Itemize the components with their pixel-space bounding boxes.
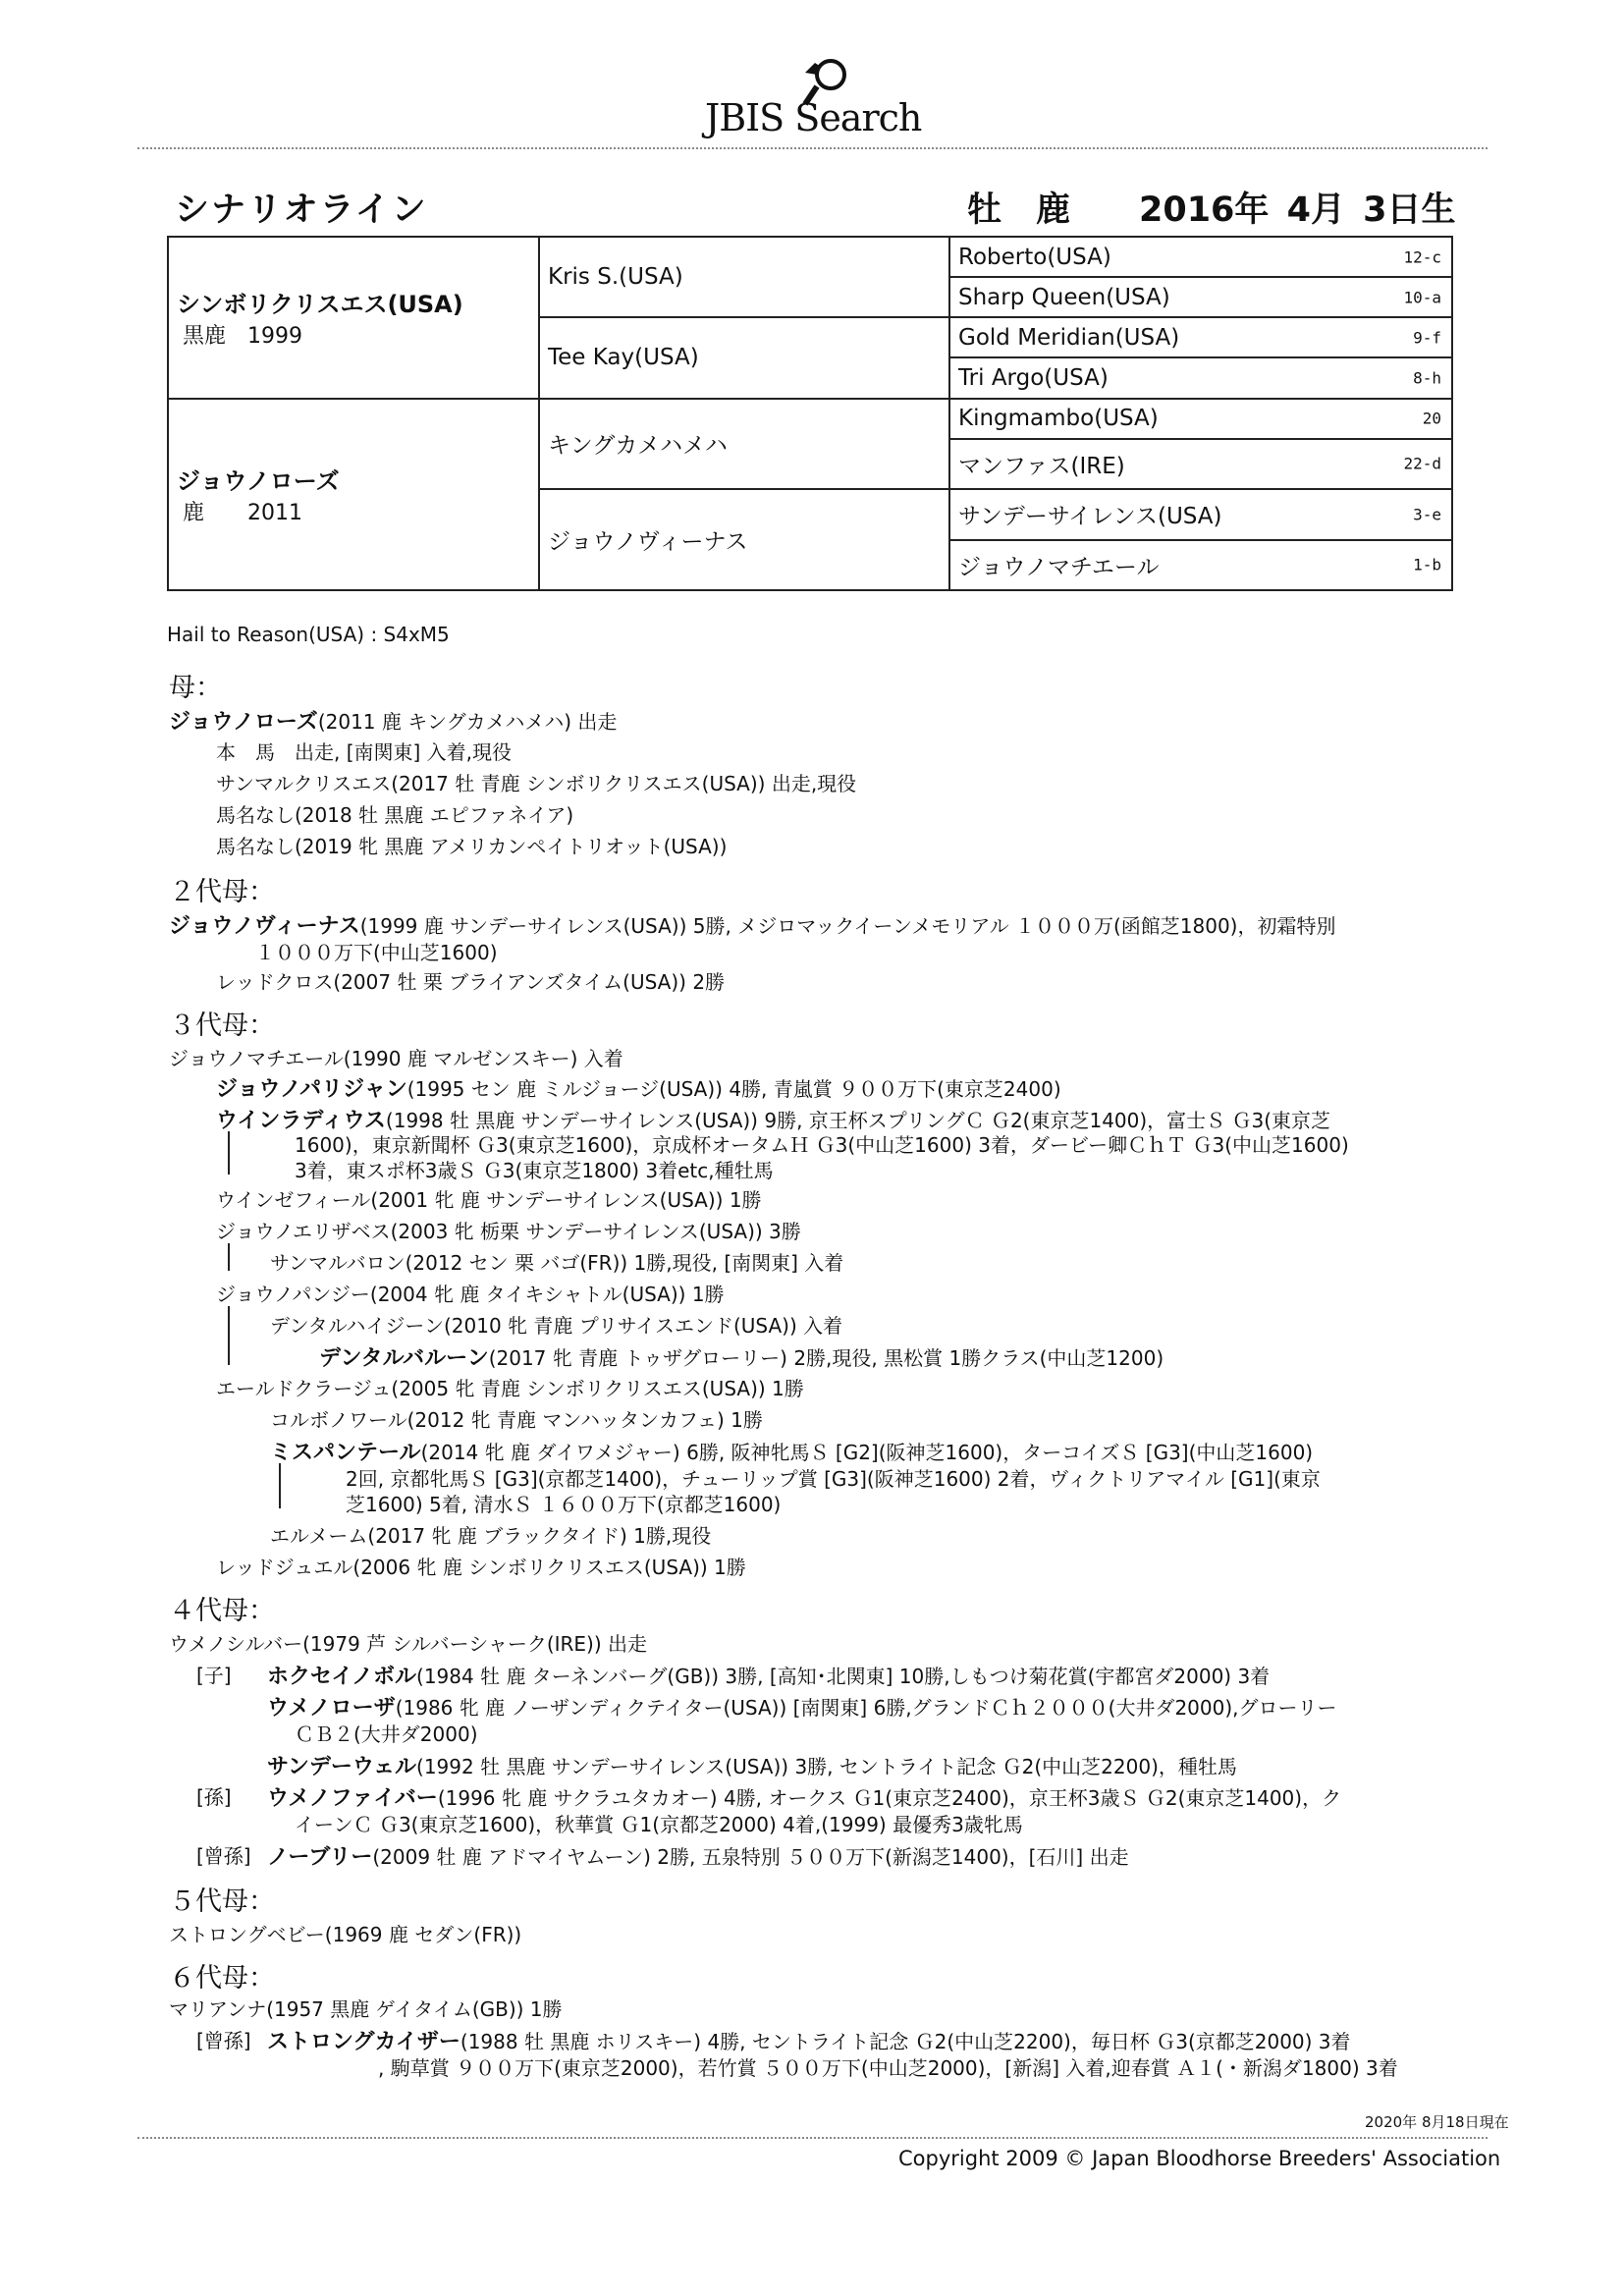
horse-bold-name: ウインラディウス — [216, 1109, 386, 1133]
g3-name: マンファス(IRE) — [958, 453, 1125, 479]
section-heading: ４代母： — [169, 1596, 275, 1626]
inbreeding-note: Hail to Reason(USA) : S4xM5 — [167, 623, 450, 646]
tree-connector — [228, 1131, 230, 1175]
horse-bold-name: ジョウノローズ — [169, 710, 318, 735]
horse-bold-name: ノーブリー — [267, 1845, 373, 1870]
family-number: 1-b — [1413, 555, 1441, 574]
family-line — [267, 1840, 1129, 1871]
family-line: イーンＣ Ｇ3(東京芝1600)，秋華賞 Ｇ1(京都芝2000) 4着,(1999) 最優秀3歳牝馬 — [295, 1813, 1023, 1836]
family-line — [270, 1436, 1313, 1466]
relation-tag: [曾孫] — [196, 2029, 251, 2052]
relation-tag: [子] — [196, 1664, 232, 1687]
g3-cell — [949, 540, 1452, 590]
family-line: エルメーム(2017 牝 鹿 ブラックタイド) 1勝,現役 — [270, 1524, 712, 1548]
family-line: 芝1600) 5着, 清水Ｓ １６００万下(京都芝1600) — [346, 1493, 782, 1516]
family-line: ウインゼフィール(2001 牝 鹿 サンデーサイレンス(USA)) 1勝 — [216, 1188, 762, 1212]
g3-cell — [949, 439, 1452, 489]
horse-bold-name: ホクセイノボル — [267, 1665, 417, 1689]
family-line: １０００万下(中山芝1600) — [255, 941, 498, 964]
family-line — [216, 1072, 1061, 1103]
relation-tag: [曾孫] — [196, 1844, 251, 1868]
family-line — [319, 1341, 1164, 1372]
family-line: サンマルバロン(2012 セン 栗 バゴ(FR)) 1勝,現役, [南関東] 入着 — [270, 1251, 844, 1275]
g3-cell — [949, 399, 1452, 439]
family-line: ストロングベビー(1969 鹿 セダン(FR)) — [169, 1923, 522, 1946]
section-heading: 母： — [169, 673, 222, 703]
horse-bold-name: ストロングカイザー — [267, 2030, 460, 2054]
g3-cell — [949, 277, 1452, 317]
horse-bold-name: ジョウノパリジャン — [216, 1077, 407, 1102]
section-heading: ３代母： — [169, 1011, 275, 1041]
tree-connector — [279, 1463, 281, 1508]
line-text: (2014 牝 鹿 ダイワメジャー) 6勝, 阪神牝馬Ｓ [G2](阪神芝1600)，ターコイズＳ [G3](中山芝1600) — [420, 1441, 1314, 1464]
as-of-date: 2020年 8月18日現在 — [1365, 2113, 1509, 2131]
family-number: 9-f — [1413, 328, 1441, 348]
footer-divider — [137, 2137, 1488, 2139]
horse-info: 牡 鹿 2016年 4月 3日生 — [967, 191, 1456, 230]
family-line: エールドクラージュ(2005 牝 青鹿 シンボリクリスエス(USA)) 1勝 — [216, 1377, 804, 1400]
pedigree-table — [167, 236, 1453, 591]
line-text: (1996 牝 鹿 サクラユタカオー) 4勝, オークス Ｇ1(東京芝2400)，京王杯3歳Ｓ Ｇ2(東京芝1400)，ク — [437, 1786, 1342, 1810]
family-line: デンタルハイジーン(2010 牝 青鹿 プリサイスエンド(USA)) 入着 — [270, 1314, 843, 1338]
family-line: 本 馬 出走, [南関東] 入着,現役 — [216, 740, 513, 764]
dam-name: ジョウノローズ — [177, 467, 340, 496]
granddam-cell: Tee Kay(USA) — [539, 317, 949, 398]
family-line: , 駒草賞 ９００万下(東京芝2000)，若竹賞 ５００万下(中山芝2000)，[新潟] 入着,迎春賞 Ａ１(・新潟ダ1800) 3着 — [378, 2056, 1398, 2080]
g3-name: Sharp Queen(USA) — [958, 284, 1170, 310]
g3-name: Kingmambo(USA) — [958, 406, 1159, 432]
line-text: (2009 牡 鹿 アドマイヤムーン) 2勝, 五泉特別 ５００万下(新潟芝1400)，[石川] 出走 — [372, 1845, 1129, 1869]
tree-connector — [228, 1306, 230, 1365]
family-line — [267, 2025, 1351, 2055]
family-line: 馬名なし(2019 牝 黒鹿 アメリカンペイトリオット(USA)) — [216, 835, 728, 858]
damsire-cell: キングカメハメハ — [539, 399, 949, 490]
family-number: 22-d — [1403, 454, 1441, 473]
tree-connector — [228, 1243, 230, 1271]
line-text: (1999 鹿 サンデーサイレンス(USA)) 5勝, メジロマックイーンメモリアル １０００万(函館芝1800)，初霜特別 — [359, 914, 1336, 938]
grandsire-cell: Kris S.(USA) — [539, 237, 949, 317]
line-text: (2017 牝 青鹿 トゥザグローリー) 2勝,現役, 黒松賞 1勝クラス(中山芝1200) — [488, 1346, 1164, 1370]
sire-name: シンボリクリスエス(USA) — [177, 291, 463, 319]
family-line: サンマルクリスエス(2017 牡 青鹿 シンボリクリスエス(USA)) 出走,現役 — [216, 772, 857, 795]
family-line: コルボノワール(2012 牝 青鹿 マンハッタンカフェ) 1勝 — [270, 1408, 763, 1432]
line-text: (1992 牡 黒鹿 サンデーサイレンス(USA)) 3勝, セントライト記念 Ｇ2(中山芝2200)，種牡馬 — [416, 1755, 1237, 1778]
line-text: (1995 セン 鹿 ミルジョージ(USA)) 4勝, 青嵐賞 ９００万下(東京芝2400) — [406, 1077, 1061, 1101]
family-line: マリアンナ(1957 黒鹿 ゲイタイム(GB)) 1勝 — [169, 1997, 563, 2021]
family-line: ジョウノパンジー(2004 牝 鹿 タイキシャトル(USA)) 1勝 — [216, 1283, 725, 1306]
relation-tag: [孫] — [196, 1785, 232, 1809]
jbis-logo — [677, 49, 952, 147]
family-line: レッドジュエル(2006 牝 鹿 シンボリクリスエス(USA)) 1勝 — [216, 1556, 746, 1579]
family-line — [267, 1660, 1270, 1690]
sire-sub: 黒鹿 1999 — [183, 324, 302, 350]
horse-bold-name: サンデーウェル — [267, 1755, 417, 1779]
family-line — [169, 909, 1335, 940]
family-line: ウメノシルバー(1979 芦 シルバーシャーク(IRE)) 出走 — [169, 1632, 648, 1656]
horse-bold-name: ウメノファイバー — [267, 1786, 438, 1811]
family-line — [267, 1781, 1341, 1812]
g3-cell — [949, 357, 1452, 398]
line-text: (1986 牝 鹿 ノーザンディクテイター(USA)) [南関東] 6勝,グランドＣｈ２０００(大井ダ2000),グローリー — [395, 1696, 1337, 1720]
g3-name: Gold Meridian(USA) — [958, 324, 1180, 351]
family-number: 3-e — [1413, 505, 1441, 524]
g3-name: Tri Argo(USA) — [958, 364, 1109, 391]
horse-bold-name: ミスパンテール — [270, 1441, 421, 1465]
g3-name: Roberto(USA) — [958, 244, 1111, 270]
family-line: ジョウノエリザベス(2003 牝 栃栗 サンデーサイレンス(USA)) 3勝 — [216, 1220, 801, 1243]
family-number: 12-c — [1403, 247, 1441, 267]
g3-cell — [949, 317, 1452, 357]
line-text: (1988 牡 黒鹿 ホリスキー) 4勝, セントライト記念 Ｇ2(中山芝2200)，毎日杯 Ｇ3(京都芝2000) 3着 — [460, 2030, 1351, 2053]
header-divider — [137, 147, 1488, 149]
family-number: 8-h — [1413, 368, 1441, 388]
horse-bold-name: デンタルバルーン — [319, 1346, 489, 1371]
g3-name: ジョウノマチエール — [958, 554, 1160, 580]
family-line: レッドクロス(2007 牡 栗 ブライアンズタイム(USA)) 2勝 — [216, 970, 726, 994]
damdam-cell: ジョウノヴィーナス — [539, 489, 949, 590]
family-line — [267, 1691, 1337, 1722]
family-number: 10-a — [1403, 288, 1441, 307]
line-text: (1998 牡 黒鹿 サンデーサイレンス(USA)) 9勝, 京王杯スプリングＣ Ｇ2(東京芝1400)，富士Ｓ Ｇ3(東京芝 — [385, 1109, 1331, 1132]
horse-bold-name: ウメノローザ — [267, 1696, 396, 1721]
dam-sub: 鹿 2011 — [183, 501, 302, 526]
family-line: 1600)，東京新聞杯 Ｇ3(東京芝1600)，京成杯オータムＨ Ｇ3(中山芝1600) 3着，ダービー卿ＣｈＴ Ｇ3(中山芝1600) — [295, 1133, 1349, 1157]
section-heading: ５代母： — [169, 1886, 275, 1917]
g3-cell — [949, 489, 1452, 539]
dam-cell — [168, 399, 539, 590]
line-text: (1984 牡 鹿 ターネンバーグ(GB)) 3勝, [高知･北関東] 10勝,しもつけ菊花賞(宇都宮ダ2000) 3着 — [416, 1665, 1271, 1688]
family-line: ＣＢ２(大井ダ2000) — [295, 1722, 478, 1746]
family-line: ジョウノマチエール(1990 鹿 マルゼンスキー) 入着 — [169, 1047, 623, 1070]
sire-cell — [168, 237, 539, 399]
family-number: 20 — [1422, 409, 1441, 428]
line-text: (2011 鹿 キングカメハメハ) 出走 — [317, 710, 618, 734]
horse-name: シナリオライン — [175, 191, 428, 230]
family-line — [267, 1750, 1237, 1780]
family-line — [169, 705, 617, 736]
g3-cell — [949, 237, 1452, 277]
horse-bold-name: ジョウノヴィーナス — [169, 914, 360, 939]
section-heading: ６代母： — [169, 1963, 275, 1994]
brand-text: JBIS Search — [705, 96, 922, 139]
family-line: 馬名なし(2018 牡 黒鹿 エピファネイア) — [216, 803, 574, 827]
g3-name: サンデーサイレンス(USA) — [958, 504, 1222, 530]
copyright: Copyright 2009 © Japan Bloodhorse Breeders' Association — [898, 2147, 1501, 2170]
section-heading: ２代母： — [169, 877, 275, 907]
family-line: 3着，東スポ杯3歳Ｓ Ｇ3(東京芝1800) 3着etc,種牡馬 — [295, 1159, 774, 1182]
family-line: 2回, 京都牝馬Ｓ [G3](京都芝1400)，チューリップ賞 [G3](阪神芝1600) 2着，ヴィクトリアマイル [G1](東京 — [346, 1467, 1321, 1491]
